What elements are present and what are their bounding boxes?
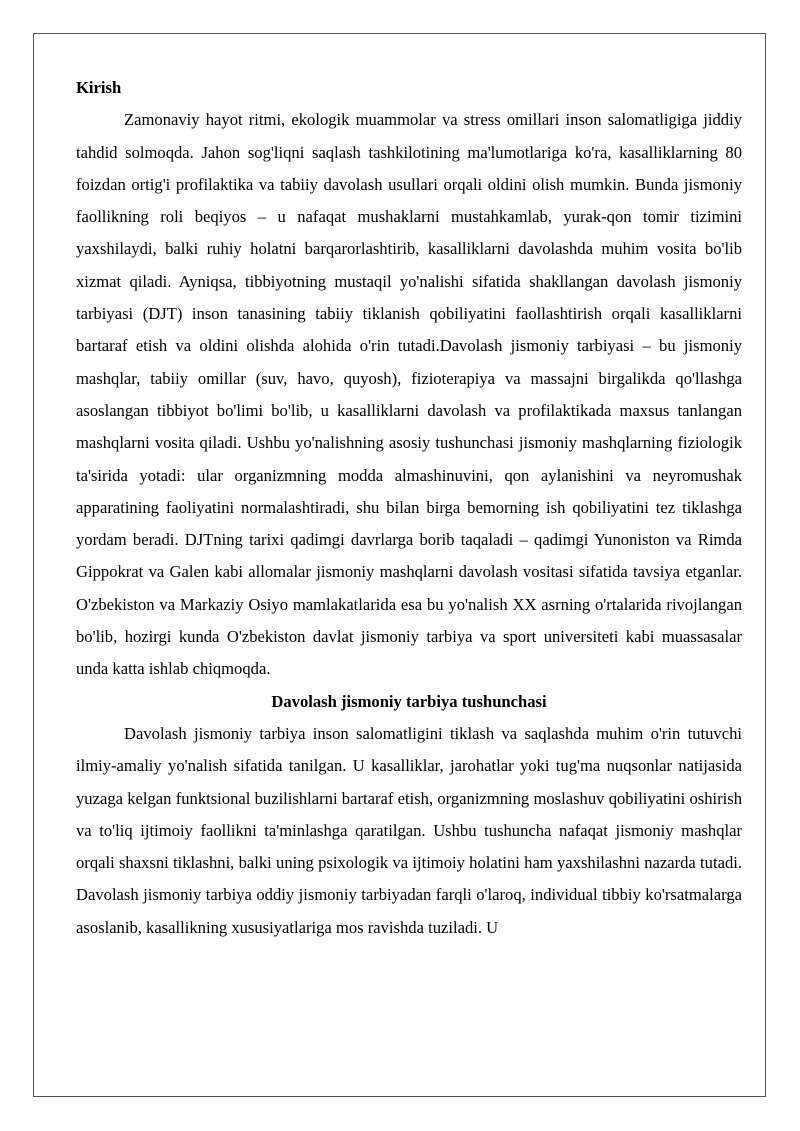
document-body (76, 72, 742, 944)
intro-paragraph: Zamonaviy hayot ritmi, ekologik muammolar va stress omillari inson salomatligiga jiddiy tahdid solmoqda. Jahon sog'liqni saqlash tashkilotining ma'lumotlariga ko'ra, kasalliklarning 80 foizdan ortig'i profilaktika va tabiiy davolash usullari orqali oldini olish mumkin. Bunda jismoniy faollikning roli beqiyos – u nafaqat mushaklarni mustahkamlab, yurak-qon tomir tizimini yaxshilaydi, balki ruhiy holatni barqarorlashtirib, kasalliklarni davolashda muhim vosita bo'lib xizmat qiladi. Ayniqsa, tibbiyotning mustaqil yo'nalishi sifatida shakllangan davolash jismoniy tarbiyasi (DJT) inson tanasining tabiiy tiklanish qobiliyatini faollashtirish orqali kasalliklarni bartaraf etish va oldini olishda alohida o'rin tutadi.Davolash jismoniy tarbiyasi – bu jismoniy mashqlar, tabiiy omillar (suv, havo, quyosh), fizioterapiya va massajni birgalikda qo'llashga asoslangan tibbiyot bo'limi bo'lib, u kasalliklarni davolash va profilaktikada maxsus tanlangan mashqlarni vosita qiladi. Ushbu yo'nalishning asosiy tushunchasi jismoniy mashqlarning fiziologik ta'sirida yotadi: ular organizmning modda almashinuvini, qon aylanishini va neyromushak apparatining faoliyatini normalashtiradi, shu bilan birga bemorning ish qobiliyatini tez tiklashga yordam beradi. DJTning tarixi qadimgi davrlarga borib taqaladi – qadimgi Yunoniston va Rimda Gippokrat va Galen kabi allomalar jismoniy mashqlarni davolash vositasi sifatida tavsiya etganlar. O'zbekiston va Markaziy Osiyo mamlakatlarida esa bu yo'nalish XX asrning o'rtalarida rivojlangan bo'lib, hozirgi kunda O'zbekiston davlat jismoniy tarbiya va sport universiteti kabi muassasalar unda katta ishlab chiqmoqda. (76, 110, 742, 679)
concept-paragraph: Davolash jismoniy tarbiya inson salomatligini tiklash va saqlashda muhim o'rin tutuvchi ilmiy-amaliy yo'nalish sifatida tanilgan. U kasalliklar, jarohatlar yoki tug'ma nuqsonlar natijasida yuzaga kelgan funktsional buzilishlarni bartaraf etish, organizmning moslashuv qobiliyatini oshirish va to'liq ijtimoiy faollikni ta'minlashga qaratilgan. Ushbu tushuncha nafaqat jismoniy mashqlar orqali shaxsni tiklashni, balki uning psixologik va ijtimoiy holatini ham yaxshilashni nazarda tutadi. Davolash jismoniy tarbiya oddiy jismoniy tarbiyadan farqli o'laroq, individual tibbiy ko'rsatmalarga asoslanib, kasallikning xususiyatlariga mos ravishda tuziladi. U (76, 723, 742, 937)
section-heading-concept: Davolash jismoniy tarbiya tushunchasi (271, 691, 547, 711)
section-heading-kirish: Kirish (76, 78, 122, 97)
